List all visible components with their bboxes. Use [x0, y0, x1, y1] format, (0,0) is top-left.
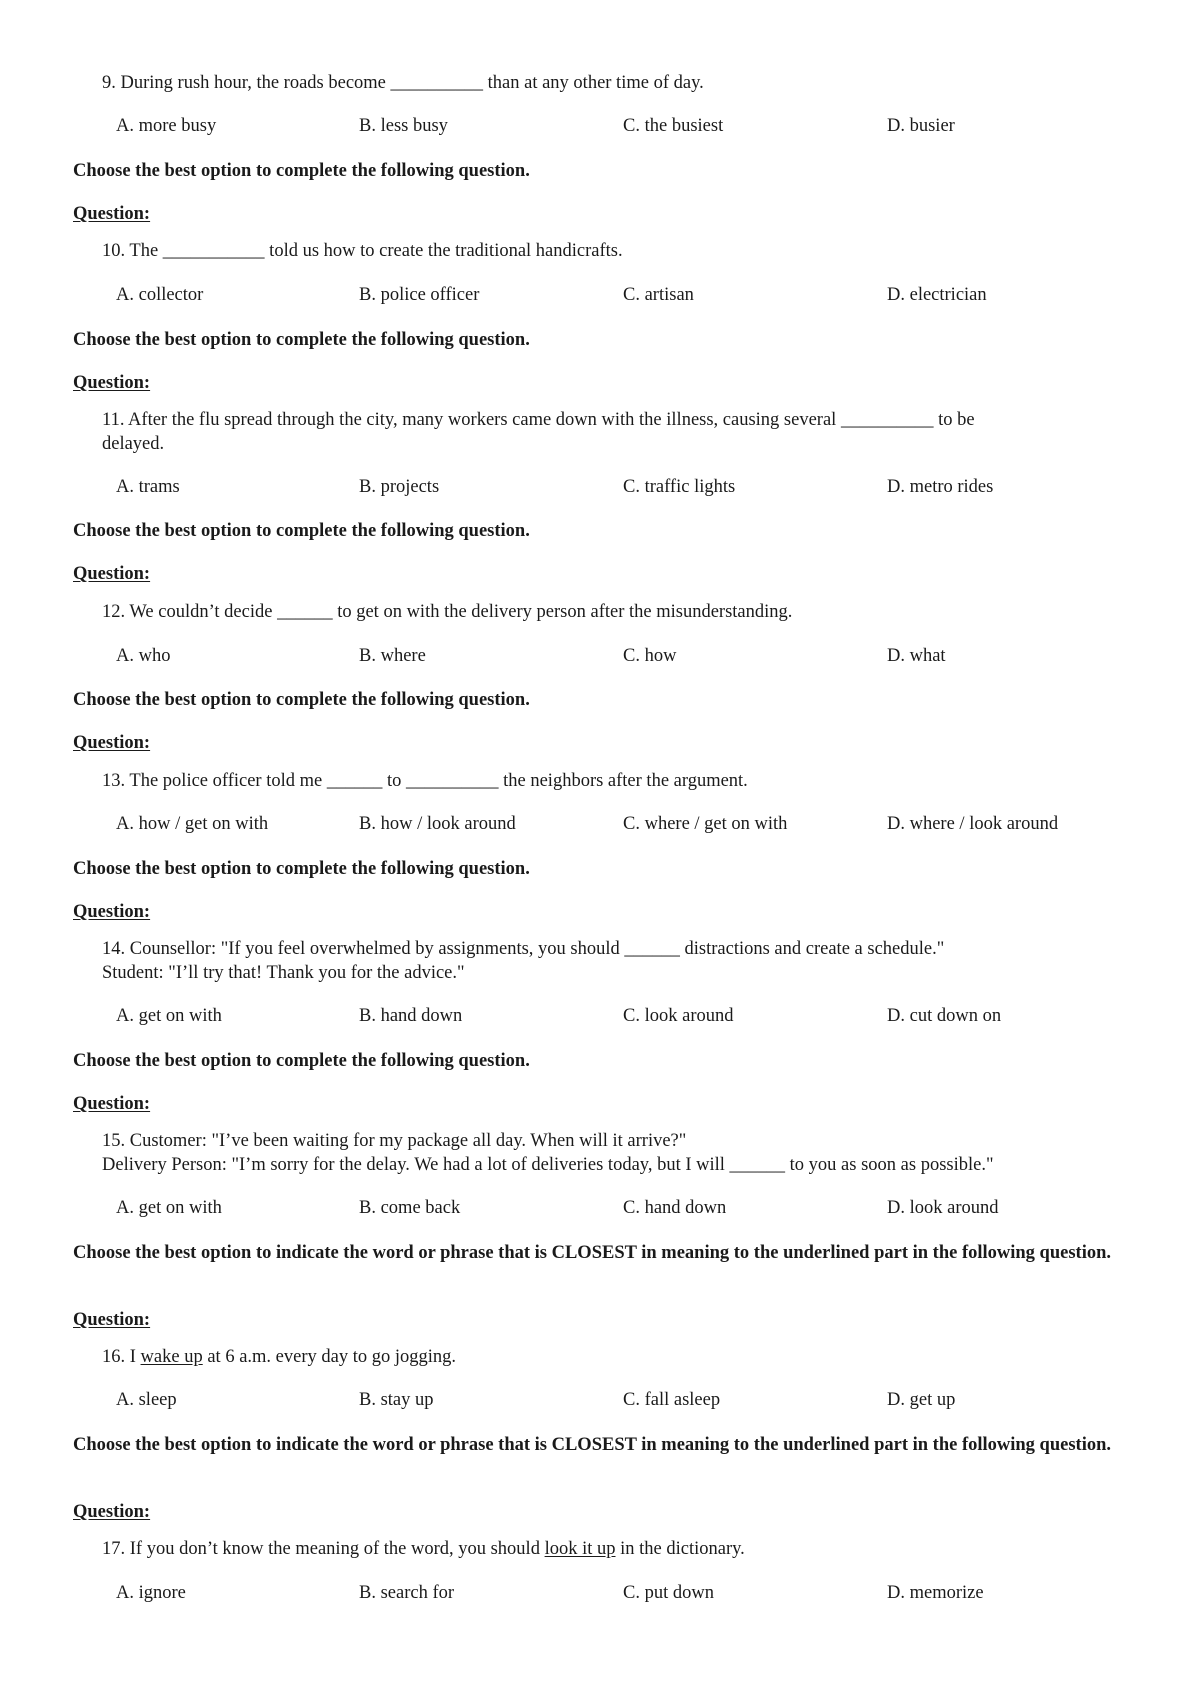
question-14-option-d: D. cut down on [887, 1006, 1002, 1026]
question-17-underlined-phrase: look it up [544, 1539, 616, 1559]
question-11-stem-line-2: delayed. [102, 434, 165, 454]
question-15-stem-line-2: Delivery Person: "I’m sorry for the delay. We had a lot of deliveries today, but I will ______ to you as soon as possible." [102, 1155, 994, 1175]
instruction-14: Choose the best option to complete the following question. [73, 859, 530, 879]
question-9-option-c: C. the busiest [623, 116, 724, 136]
question-16-underlined-phrase: wake up [140, 1347, 203, 1367]
instruction-17: Choose the best option to indicate the word or phrase that is CLOSEST in meaning to the underlined part in the following question. [73, 1435, 1111, 1455]
question-label-13: Question: [73, 733, 151, 753]
question-12-option-d: D. what [887, 646, 946, 666]
question-label-16: Question: [73, 1310, 151, 1330]
question-16-option-b: B. stay up [359, 1390, 434, 1410]
question-10-option-b: B. police officer [359, 285, 480, 305]
question-9-option-d: D. busier [887, 116, 955, 136]
instruction-12: Choose the best option to complete the following question. [73, 521, 530, 541]
question-17-option-d: D. memorize [887, 1583, 984, 1603]
question-11-option-d: D. metro rides [887, 477, 994, 497]
question-17-option-b: B. search for [359, 1583, 455, 1603]
question-17-option-c: C. put down [623, 1583, 714, 1603]
question-13-option-c: C. where / get on with [623, 814, 788, 834]
question-10-option-d: D. electrician [887, 285, 987, 305]
question-10-option-c: C. artisan [623, 285, 694, 305]
question-17-option-a: A. ignore [116, 1583, 186, 1603]
question-label-14: Question: [73, 902, 151, 922]
question-16-stem-after: at 6 a.m. every day to go jogging. [202, 1347, 457, 1367]
question-9-option-a: A. more busy [116, 116, 217, 136]
question-14-option-c: C. look around [623, 1006, 734, 1026]
question-15-option-a: A. get on with [116, 1198, 222, 1218]
instruction-15: Choose the best option to complete the following question. [73, 1051, 530, 1071]
question-13-option-a: A. how / get on with [116, 814, 269, 834]
question-13-option-b: B. how / look around [359, 814, 516, 834]
instruction-13: Choose the best option to complete the following question. [73, 690, 530, 710]
question-11-option-a: A. trams [116, 477, 180, 497]
question-17-stem-after: in the dictionary. [615, 1539, 745, 1559]
question-12-option-c: C. how [623, 646, 677, 666]
question-16-stem-before: 16. I [102, 1347, 141, 1367]
question-16-option-a: A. sleep [116, 1390, 177, 1410]
question-12-option-b: B. where [359, 646, 426, 666]
question-16-stem [102, 1346, 1102, 1369]
question-16-option-c: C. fall asleep [623, 1390, 721, 1410]
question-17-stem-before: 17. If you don’t know the meaning of the word, you should [102, 1539, 545, 1559]
question-17-stem [102, 1538, 1102, 1561]
instruction-11: Choose the best option to complete the following question. [73, 330, 530, 350]
question-14-stem-line-1: 14. Counsellor: "If you feel overwhelmed by assignments, you should ______ distractions and create a schedule." [102, 939, 945, 959]
question-label-11: Question: [73, 373, 151, 393]
question-13-stem: 13. The police officer told me ______ to __________ the neighbors after the argument. [102, 771, 748, 791]
question-11-stem-line-1: 11. After the flu spread through the city, many workers came down with the illness, causing several __________ to be [102, 410, 975, 430]
question-10-stem: 10. The ___________ told us how to create the traditional handicrafts. [102, 241, 623, 261]
question-label-12: Question: [73, 564, 151, 584]
question-13-option-d: D. where / look around [887, 814, 1059, 834]
instruction-10: Choose the best option to complete the following question. [73, 161, 530, 181]
question-label-17: Question: [73, 1502, 151, 1522]
question-14-option-b: B. hand down [359, 1006, 463, 1026]
question-15-stem-line-1: 15. Customer: "I’ve been waiting for my package all day. When will it arrive?" [102, 1131, 687, 1151]
question-14-stem-line-2: Student: "I’ll try that! Thank you for the advice." [102, 963, 465, 983]
question-label-10: Question: [73, 204, 151, 224]
question-12-option-a: A. who [116, 646, 171, 666]
question-15-option-c: C. hand down [623, 1198, 727, 1218]
question-11-option-b: B. projects [359, 477, 440, 497]
question-label-15: Question: [73, 1094, 151, 1114]
question-15-option-d: D. look around [887, 1198, 999, 1218]
question-16-option-d: D. get up [887, 1390, 956, 1410]
instruction-16: Choose the best option to indicate the word or phrase that is CLOSEST in meaning to the underlined part in the following question. [73, 1243, 1111, 1263]
question-15-option-b: B. come back [359, 1198, 461, 1218]
question-9-stem: 9. During rush hour, the roads become __________ than at any other time of day. [102, 73, 704, 93]
question-12-stem: 12. We couldn’t decide ______ to get on with the delivery person after the misunderstanding. [102, 602, 793, 622]
question-14-option-a: A. get on with [116, 1006, 222, 1026]
question-9-option-b: B. less busy [359, 116, 448, 136]
question-11-option-c: C. traffic lights [623, 477, 736, 497]
question-10-option-a: A. collector [116, 285, 204, 305]
